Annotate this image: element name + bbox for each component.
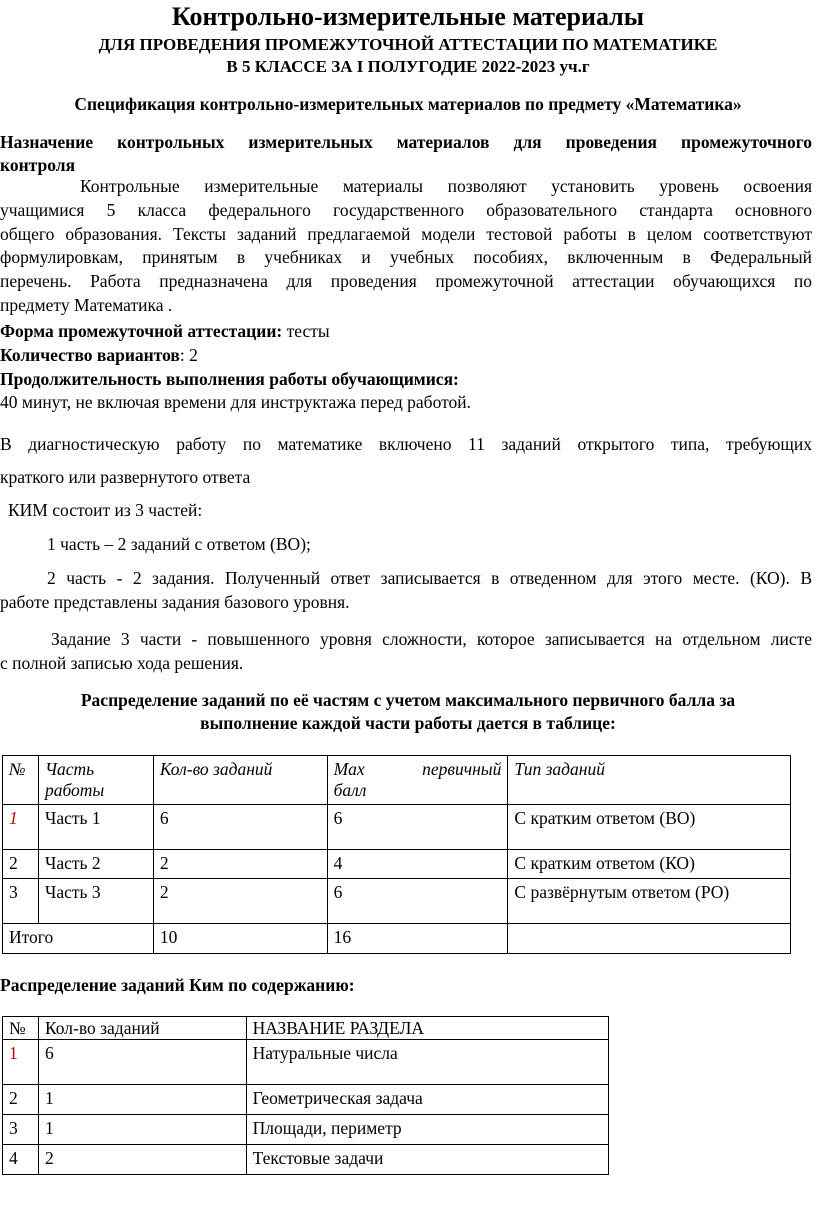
purpose-heading-line-1: Назначение контрольных измерительных материалов для проведения промежуточного bbox=[0, 132, 812, 152]
kim-part-1: 1 часть – 2 заданий с ответом (ВО); bbox=[47, 534, 311, 554]
row-type: С развёрнутым ответом (РО) bbox=[508, 879, 791, 924]
row-section: Текстовые задачи bbox=[246, 1145, 608, 1175]
purpose-text-line: общего образования. Тексты заданий предлагаемой модели тестовой работы в целом соответствуют bbox=[0, 224, 812, 244]
header-num: № bbox=[3, 756, 39, 805]
kim-part-2-line-2: работе представлены задания базового уровня. bbox=[0, 592, 350, 612]
row-count: 2 bbox=[153, 879, 327, 924]
header-count: Кол-во заданий bbox=[153, 756, 327, 805]
purpose-text-line: перечень. Работа предназначена для проведения промежуточной аттестации обучающихся по bbox=[0, 271, 812, 291]
duration-label: Продолжительность выполнения работы обучающимися: bbox=[0, 369, 459, 389]
table-row bbox=[3, 1085, 609, 1115]
kim-part-3-line-2: с полной записью хода решения. bbox=[0, 653, 244, 673]
row-section: Натуральные числа bbox=[246, 1040, 608, 1085]
row-type: С кратким ответом (ВО) bbox=[508, 805, 791, 850]
table-row bbox=[3, 1115, 609, 1145]
header-part: Часть работы bbox=[38, 756, 153, 805]
row-part: Часть 2 bbox=[38, 850, 153, 879]
table-row bbox=[3, 1145, 609, 1175]
attestation-form bbox=[0, 321, 330, 342]
content-distribution-title: Распределение заданий Ким по содержанию: bbox=[0, 975, 355, 995]
purpose-text-line: формулировкам, принятым в учебниках и учебных пособиях, включенным в Федеральный bbox=[0, 247, 812, 267]
parts-table-header-row bbox=[3, 756, 791, 805]
table-row bbox=[3, 805, 791, 850]
row-num: 1 bbox=[3, 805, 39, 850]
total-label: Итого bbox=[3, 924, 154, 954]
variants-count-value: : 2 bbox=[179, 345, 198, 365]
row-max: 6 bbox=[327, 879, 508, 924]
distribution-title-line-1: Распределение заданий по её частям с учетом максимального первичного балла за bbox=[80, 690, 736, 710]
table-total-row bbox=[3, 924, 791, 954]
purpose-text-line: предмету Математика . bbox=[0, 295, 173, 315]
row-count: 1 bbox=[38, 1115, 246, 1145]
distribution-title-line-2: выполнение каждой части работы дается в таблице: bbox=[200, 713, 616, 733]
attestation-form-label: Форма промежуточной аттестации: bbox=[0, 321, 283, 341]
row-count: 6 bbox=[38, 1040, 246, 1085]
variants-count-label: Количество вариантов bbox=[0, 345, 180, 365]
tasks-info-line-1: В диагностическую работу по математике включено 11 заданий открытого типа, требующих bbox=[0, 434, 812, 454]
table-row bbox=[3, 1040, 609, 1085]
header-section: НАЗВАНИЕ РАЗДЕЛА bbox=[246, 1017, 608, 1040]
tasks-info-line-2: краткого или развернутого ответа bbox=[0, 467, 251, 487]
row-count: 1 bbox=[38, 1085, 246, 1115]
row-num: 3 bbox=[3, 1115, 39, 1145]
row-num: 2 bbox=[3, 1085, 39, 1115]
header-num: № bbox=[3, 1017, 39, 1040]
spec-title: Спецификация контрольно-измерительных материалов по предмету «Математика» bbox=[74, 94, 742, 114]
header-type: Тип заданий bbox=[508, 756, 791, 805]
attestation-form-value: тесты bbox=[282, 321, 330, 341]
row-part: Часть 3 bbox=[38, 879, 153, 924]
row-max: 4 bbox=[327, 850, 508, 879]
row-num: 3 bbox=[3, 879, 39, 924]
row-max: 6 bbox=[327, 805, 508, 850]
header-max-score: Max первичный балл bbox=[327, 756, 508, 805]
kim-parts-intro: КИМ состоит из 3 частей: bbox=[8, 500, 203, 520]
purpose-heading-line-2: контроля bbox=[0, 155, 76, 175]
row-num: 2 bbox=[3, 850, 39, 879]
row-count: 6 bbox=[153, 805, 327, 850]
purpose-text-line: учащимися 5 класса федерального государственного образовательного стандарта основного bbox=[0, 200, 812, 220]
table-row bbox=[3, 850, 791, 879]
document-subtitle-1: ДЛЯ ПРОВЕДЕНИЯ ПРОМЕЖУТОЧНОЙ АТТЕСТАЦИИ ПО МАТЕМАТИКЕ bbox=[98, 35, 718, 54]
row-num: 4 bbox=[3, 1145, 39, 1175]
parts-table bbox=[2, 755, 791, 954]
total-max: 16 bbox=[327, 924, 508, 954]
row-section: Геометрическая задача bbox=[246, 1085, 608, 1115]
total-count: 10 bbox=[153, 924, 327, 954]
purpose-text-line: Контрольные измерительные материалы позволяют установить уровень освоения bbox=[80, 176, 812, 196]
row-count: 2 bbox=[38, 1145, 246, 1175]
content-table bbox=[2, 1016, 609, 1175]
document-title: Контрольно-измерительные материалы bbox=[171, 2, 645, 31]
duration-value: 40 минут, не включая времени для инструктажа перед работой. bbox=[0, 392, 472, 412]
content-table-header-row bbox=[3, 1017, 609, 1040]
kim-part-2-line-1: 2 часть - 2 задания. Полученный ответ записывается в отведенном для этого месте. (КО). В bbox=[47, 568, 812, 588]
row-type: С кратким ответом (КО) bbox=[508, 850, 791, 879]
row-count: 2 bbox=[153, 850, 327, 879]
row-num: 1 bbox=[3, 1040, 39, 1085]
table-row bbox=[3, 879, 791, 924]
row-part: Часть 1 bbox=[38, 805, 153, 850]
document-subtitle-2: В 5 КЛАССЕ ЗА I ПОЛУГОДИЕ 2022-2023 уч.г bbox=[226, 57, 590, 76]
kim-part-3-line-1: Задание 3 части - повышенного уровня сложности, которое записывается на отдельном листе bbox=[51, 629, 812, 649]
row-section: Площади, периметр bbox=[246, 1115, 608, 1145]
header-count: Кол-во заданий bbox=[38, 1017, 246, 1040]
total-type bbox=[508, 924, 791, 954]
variants-count bbox=[0, 345, 198, 366]
